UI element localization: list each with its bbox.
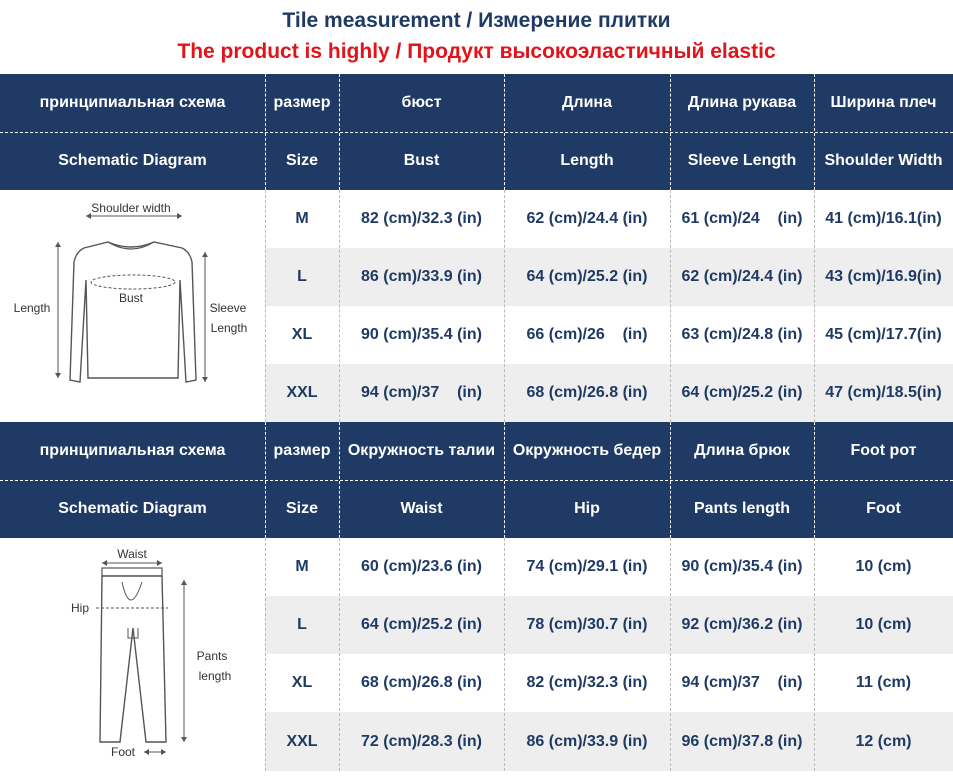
top-row-1-sleeve: 61 (cm)/24 (in): [670, 190, 814, 248]
bottom-row-1-hip: 74 (cm)/29.1 (in): [504, 538, 670, 596]
waistband: [102, 568, 162, 576]
divider: [670, 538, 671, 771]
divider: [339, 422, 340, 538]
pants-length-label-line2: length: [198, 669, 232, 683]
bottom-header-en-foot: Foot: [814, 480, 953, 538]
top-row-3-bust: 90 (cm)/35.4 (in): [339, 306, 504, 364]
divider: [265, 422, 266, 538]
bottom-header-ru-hip: Окружность бедер: [504, 422, 670, 480]
divider: [339, 74, 340, 190]
bottom-header-en-pants: Pants length: [670, 480, 814, 538]
sweater-outline: [70, 242, 196, 382]
title-block: [0, 0, 953, 74]
foot-label: Foot: [110, 745, 136, 759]
pants-diagram: [0, 538, 265, 771]
top-row-1-shoulder: 41 (cm)/16.1(in): [814, 190, 953, 248]
top-row-4-shoulder: 47 (cm)/18.5(in): [814, 364, 953, 422]
bottom-row-3-pants: 94 (cm)/37 (in): [670, 654, 814, 712]
hip-label: Hip: [70, 601, 90, 615]
bottom-row-2-hip: 78 (cm)/30.7 (in): [504, 596, 670, 654]
bottom-row-4-hip: 86 (cm)/33.9 (in): [504, 712, 670, 771]
top-row-1-bust: 82 (cm)/32.3 (in): [339, 190, 504, 248]
divider: [504, 74, 505, 190]
page-title: Tile measurement / Измерение плитки: [282, 9, 671, 32]
divider: [504, 190, 505, 422]
divider: [814, 74, 815, 190]
top-header-en-bust: Bust: [339, 132, 504, 190]
bottom-row-1-waist: 60 (cm)/23.6 (in): [339, 538, 504, 596]
bottom-schematic-cell: [0, 538, 265, 771]
bottom-header-ru-size: размер: [265, 422, 339, 480]
bottom-row-4-foot: 12 (cm): [814, 712, 953, 771]
bottom-row-4-pants: 96 (cm)/37.8 (in): [670, 712, 814, 771]
divider: [814, 538, 815, 771]
top-row-2-length: 64 (cm)/25.2 (in): [504, 248, 670, 306]
top-row-4-size: XXL: [265, 364, 339, 422]
top-header-en-diagram: Schematic Diagram: [0, 132, 265, 190]
top-row-2-sleeve: 62 (cm)/24.4 (in): [670, 248, 814, 306]
divider: [265, 190, 266, 422]
top-row-4-length: 68 (cm)/26.8 (in): [504, 364, 670, 422]
pants-outline: [100, 576, 166, 742]
top-header-ru-sleeve: Длина рукава: [670, 74, 814, 132]
bottom-row-2-pants: 92 (cm)/36.2 (in): [670, 596, 814, 654]
bottom-row-2-foot: 10 (cm): [814, 596, 953, 654]
top-row-4-bust: 94 (cm)/37 (in): [339, 364, 504, 422]
top-row-3-length: 66 (cm)/26 (in): [504, 306, 670, 364]
top-row-3-sleeve: 63 (cm)/24.8 (in): [670, 306, 814, 364]
bottom-header-ru-foot: Foot рот: [814, 422, 953, 480]
bottom-header-en-waist: Waist: [339, 480, 504, 538]
bottom-header-ru-diagram: принципиальная схема: [0, 422, 265, 480]
top-header-ru-size: размер: [265, 74, 339, 132]
bottom-row-1-size: M: [265, 538, 339, 596]
divider: [670, 190, 671, 422]
bottom-row-4-waist: 72 (cm)/28.3 (in): [339, 712, 504, 771]
pants-length-label-line1: Pants: [196, 649, 228, 663]
top-header-en-size: Size: [265, 132, 339, 190]
divider: [504, 422, 505, 538]
bottom-row-1-pants: 90 (cm)/35.4 (in): [670, 538, 814, 596]
bottom-row-3-size: XL: [265, 654, 339, 712]
bottom-row-3-waist: 68 (cm)/26.8 (in): [339, 654, 504, 712]
page-subtitle: The product is highly / Продукт высокоэластичный elastic: [177, 40, 776, 63]
divider: [670, 422, 671, 538]
top-row-3-shoulder: 45 (cm)/17.7(in): [814, 306, 953, 364]
top-row-1-size: M: [265, 190, 339, 248]
bottom-row-1-foot: 10 (cm): [814, 538, 953, 596]
divider: [339, 538, 340, 771]
top-header-ru-shoulder: Ширина плеч: [814, 74, 953, 132]
divider: [0, 480, 953, 481]
top-header-en-length: Length: [504, 132, 670, 190]
top-schematic-cell: [0, 190, 265, 422]
sweater-diagram: [0, 190, 265, 422]
bottom-row-4-size: XXL: [265, 712, 339, 771]
divider: [504, 538, 505, 771]
bottom-row-3-hip: 82 (cm)/32.3 (in): [504, 654, 670, 712]
length-label: Length: [13, 301, 51, 315]
divider: [670, 74, 671, 190]
divider: [814, 190, 815, 422]
bottom-header-ru-pants: Длина брюк: [670, 422, 814, 480]
top-row-3-size: XL: [265, 306, 339, 364]
shoulder-width-label: Shoulder width: [91, 201, 171, 215]
top-row-1-length: 62 (cm)/24.4 (in): [504, 190, 670, 248]
divider: [265, 538, 266, 771]
bottom-header-en-size: Size: [265, 480, 339, 538]
top-row-2-shoulder: 43 (cm)/16.9(in): [814, 248, 953, 306]
bust-label: Bust: [118, 291, 144, 305]
sleeve-label-line1: Sleeve: [209, 301, 247, 315]
divider: [0, 132, 953, 133]
top-row-2-size: L: [265, 248, 339, 306]
bottom-header-ru-waist: Окружность талии: [339, 422, 504, 480]
divider: [265, 74, 266, 190]
bottom-header-en-diagram: Schematic Diagram: [0, 480, 265, 538]
top-header-en-shoulder: Shoulder Width: [814, 132, 953, 190]
bottom-row-2-size: L: [265, 596, 339, 654]
top-header-ru-diagram: принципиальная схема: [0, 74, 265, 132]
waist-label: Waist: [117, 547, 147, 561]
bottom-header-en-hip: Hip: [504, 480, 670, 538]
top-row-4-sleeve: 64 (cm)/25.2 (in): [670, 364, 814, 422]
divider: [814, 422, 815, 538]
divider: [339, 190, 340, 422]
top-row-2-bust: 86 (cm)/33.9 (in): [339, 248, 504, 306]
bottom-row-3-foot: 11 (cm): [814, 654, 953, 712]
top-header-ru-bust: бюст: [339, 74, 504, 132]
bottom-row-2-waist: 64 (cm)/25.2 (in): [339, 596, 504, 654]
top-header-en-sleeve: Sleeve Length: [670, 132, 814, 190]
sleeve-label-line2: Length: [210, 321, 248, 335]
top-header-ru-length: Длина: [504, 74, 670, 132]
